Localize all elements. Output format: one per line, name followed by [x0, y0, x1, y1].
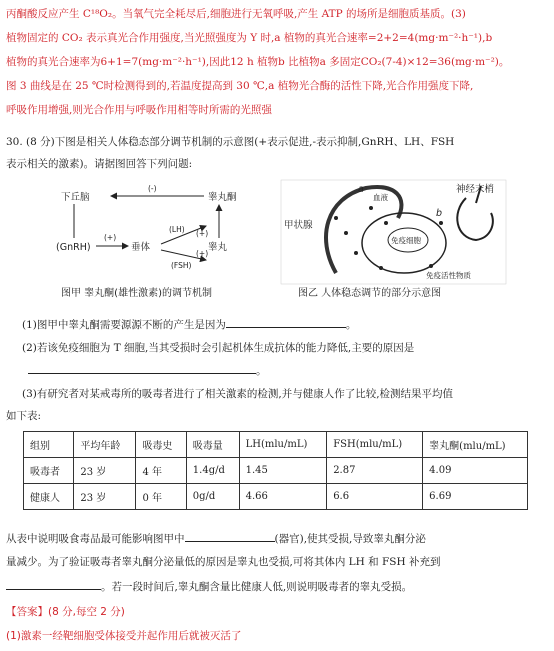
answer-blank-4[interactable] [6, 578, 101, 590]
label-blood: 血液 [373, 193, 388, 202]
table-cell: 1.4g/d [186, 458, 239, 484]
table-cell: 健康人 [24, 484, 74, 510]
answer-blank-3[interactable] [185, 530, 275, 542]
answer-text-line-4: 图 3 曲线是在 25 ℃时检测得到的,若温度提高到 30 ℃,a 植物光合酶的活性下降,光合作用强度下降, [6, 80, 474, 92]
question-stem-line-2: 表示相关的激素)。请据图回答下列问题: [6, 158, 193, 170]
figure-area [36, 178, 516, 303]
table-row [24, 458, 528, 484]
answer-text-line-5: 呼吸作用增强,则光合作用与呼吸作用相等时所需的光照强 [6, 104, 272, 116]
answer-header: 【答案】(8 分,每空 2 分) [6, 606, 125, 618]
question-2: (2)若该免疫细胞为 T 细胞,当其受损时会引起机体生成抗体的能力降低,主要的原因是 [22, 342, 415, 354]
table-cell: 0g/d [186, 484, 239, 510]
label-plus-3: (+) [196, 249, 209, 258]
table-cell: 4.66 [239, 484, 327, 510]
question-2-blank-line: 。 [28, 362, 548, 379]
table-header-cell: 睾丸酮(mlu/mL) [423, 432, 528, 458]
question-3-text-2: 量减少。为了验证吸毒者睾丸酮分泌量低的原因是睾丸也受损,可将其体内 LH 和 FSH 补充到 [6, 556, 441, 568]
table-cell: 4 年 [136, 458, 186, 484]
label-hypothalamus: 下丘脑 [61, 192, 90, 203]
label-immune-cell: 免疫细胞 [391, 236, 421, 245]
answer-blank-1[interactable] [226, 316, 346, 328]
answer-text-line-3: 植物的真光合速率为6+1=7(mg·m⁻²·h⁻¹),因此12 h 植物b 比植物a 多固定CO₂(7-4)×12=36(mg·m⁻²)。 [6, 56, 510, 68]
figure-a-caption: 图甲 睾丸酮(雄性激素)的调节机制 [61, 288, 212, 299]
answer-text-line-2: 植物固定的 CO₂ 表示真光合作用强度,当光照强度为 Y 时,a 植物的真光合速率=2+2=4(mg·m⁻²·h⁻¹),b [6, 32, 493, 44]
table-cell: 吸毒者 [24, 458, 74, 484]
label-fsh: (FSH) [171, 261, 192, 270]
answer-blank-2[interactable] [28, 362, 256, 374]
table-row [24, 484, 528, 510]
label-active-substance: 免疫活性物质 [426, 271, 471, 280]
table-header-cell: 吸毒量 [186, 432, 239, 458]
question-3-line-2: 如下表: [6, 410, 42, 422]
figure-b-diagram [281, 180, 506, 299]
label-b: b [436, 208, 443, 219]
label-lh: (LH) [169, 225, 185, 234]
table-header-row [24, 432, 528, 458]
table-cell: 6.6 [327, 484, 423, 510]
hormone-table [23, 431, 528, 510]
label-plus-2: (+) [196, 229, 209, 238]
label-pituitary: 垂体 [131, 242, 151, 253]
label-gnrh: (GnRH) [56, 242, 91, 253]
figure-a-diagram [56, 184, 237, 299]
table-cell: 0 年 [136, 484, 186, 510]
question-3-text-3: 。若一段时间后,睾丸酮含量比健康人低,则说明吸毒者的睾丸受损。 [6, 578, 548, 595]
label-minus: (-) [148, 184, 157, 193]
label-testosterone: 睾丸酮 [208, 192, 237, 203]
question-3-text-1: 从表中说明吸食毒品最可能影响图甲中 (器官),使其受损,导致睾丸酮分泌 [6, 530, 548, 547]
table-cell: 6.69 [423, 484, 528, 510]
table-header-cell: 组别 [24, 432, 74, 458]
question-3-line-1: (3)有研究者对某戒毒所的吸毒者进行了相关激素的检测,并与健康人作了比较,检测结果平均值 [22, 388, 454, 400]
table-header-cell: 吸毒史 [136, 432, 186, 458]
table-header-cell: FSH(mlu/mL) [327, 432, 423, 458]
table-cell: 4.09 [423, 458, 528, 484]
label-testis: 睾丸 [208, 242, 228, 253]
label-plus-1: (+) [104, 233, 117, 242]
label-nerve-ending: 神经末梢 [456, 184, 495, 195]
question-1: (1)图甲中睾丸酮需要源源不断的产生是因为 。 [22, 316, 548, 333]
label-a: a [358, 184, 364, 195]
answer-text-line-1: 丙酮酸反应产生 C¹⁸O₂。当氧气完全耗尽后,细胞进行无氧呼吸,产生 ATP 的场所是细胞质基质。(3) [6, 8, 466, 20]
table-cell: 23 岁 [74, 484, 136, 510]
table-header-cell: 平均年龄 [74, 432, 136, 458]
answer-1: (1)激素一经靶细胞受体接受并起作用后就被灭活了 [6, 630, 242, 642]
figure-b-caption: 图乙 人体稳态调节的部分示意图 [298, 288, 442, 299]
question-stem-line-1: 30. (8 分)下图是相关人体稳态部分调节机制的示意图(+表示促进,-表示抑制,GnRH、LH、FSH [6, 136, 455, 148]
table-cell: 2.87 [327, 458, 423, 484]
label-thyroid: 甲状腺 [284, 220, 313, 231]
table-cell: 23 岁 [74, 458, 136, 484]
table-header-cell: LH(mlu/mL) [239, 432, 327, 458]
table-cell: 1.45 [239, 458, 327, 484]
